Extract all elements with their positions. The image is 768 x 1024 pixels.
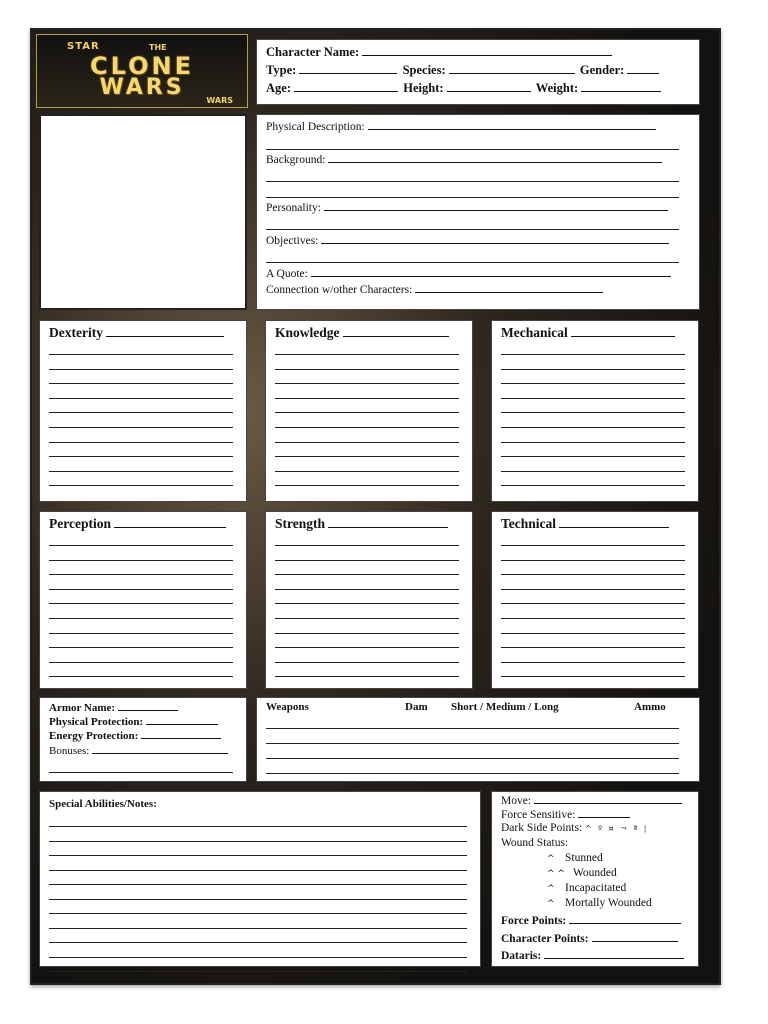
weight-label: Weight: — [535, 81, 579, 95]
move-label: Move: — [501, 795, 532, 807]
perception-line-1[interactable] — [49, 545, 233, 546]
knowledge-line-7[interactable] — [275, 442, 459, 443]
character-sheet — [30, 28, 721, 985]
technical-line-4[interactable] — [501, 589, 685, 590]
dexterity-box — [39, 320, 247, 502]
weight-field[interactable] — [581, 80, 661, 92]
perception-line-6[interactable] — [49, 618, 233, 619]
logo-the-text: THE — [149, 43, 167, 52]
mechanical-line-6[interactable] — [501, 427, 685, 428]
dataris-label: Dataris: — [501, 950, 542, 962]
special-abilities-line-2[interactable] — [49, 841, 467, 842]
perception-label: Perception — [49, 516, 111, 531]
age-label: Age: — [266, 81, 291, 95]
special-abilities-line-8[interactable] — [49, 928, 467, 929]
special-abilities-line-6[interactable] — [49, 899, 467, 900]
strength-line-6[interactable] — [275, 618, 459, 619]
dexterity-line-2[interactable] — [49, 369, 233, 370]
stunned-checkbox[interactable]: ^ — [547, 854, 555, 864]
special-abilities-line-4[interactable] — [49, 870, 467, 871]
stunned-label: Stunned — [565, 852, 603, 864]
knowledge-line-6[interactable] — [275, 427, 459, 428]
logo-line1: CLONE — [90, 52, 194, 80]
armor-box — [39, 697, 247, 782]
dexterity-line-9[interactable] — [49, 471, 233, 472]
dexterity-line-8[interactable] — [49, 456, 233, 457]
objectives-label: Objectives: — [266, 235, 319, 247]
objectives-field[interactable] — [321, 232, 669, 244]
technical-line-8[interactable] — [501, 647, 685, 648]
background-line-3[interactable] — [266, 197, 679, 198]
wounded-label: Wounded — [573, 867, 617, 879]
mechanical-line-9[interactable] — [501, 471, 685, 472]
type-label: Type: — [266, 63, 297, 77]
knowledge-line-10[interactable] — [275, 485, 459, 486]
damage-label: Dam — [405, 701, 428, 713]
technical-line-10[interactable] — [501, 676, 685, 677]
special-abilities-line-7[interactable] — [49, 913, 467, 914]
force-sensitive-label: Force Sensitive: — [501, 809, 576, 821]
dataris-field[interactable] — [544, 949, 684, 959]
dark-side-checkboxes[interactable]: ^ º ¤ ¬ ª ¦ — [585, 824, 649, 833]
knowledge-line-4[interactable] — [275, 398, 459, 399]
special-abilities-line-3[interactable] — [49, 855, 467, 856]
age-field[interactable] — [294, 80, 398, 92]
logo-wars-text: WARS — [206, 96, 233, 105]
mechanical-line-10[interactable] — [501, 485, 685, 486]
stats-box — [491, 791, 699, 967]
background-line-2[interactable] — [266, 181, 679, 182]
weapon-line-2[interactable] — [266, 743, 679, 744]
perception-line-3[interactable] — [49, 574, 233, 575]
strength-line-2[interactable] — [275, 560, 459, 561]
dark-side-points-label: Dark Side Points: — [501, 822, 583, 834]
dexterity-line-6[interactable] — [49, 427, 233, 428]
perception-line-7[interactable] — [49, 633, 233, 634]
mechanical-line-8[interactable] — [501, 456, 685, 457]
strength-line-1[interactable] — [275, 545, 459, 546]
special-abilities-line-1[interactable] — [49, 826, 467, 827]
knowledge-line-9[interactable] — [275, 471, 459, 472]
special-abilities-label: Special Abilities/Notes: — [49, 798, 157, 810]
bonuses-label: Bonuses: — [49, 745, 90, 757]
personality-line-2[interactable] — [266, 229, 679, 230]
strength-line-4[interactable] — [275, 589, 459, 590]
weapon-line-1[interactable] — [266, 728, 679, 729]
strength-label: Strength — [275, 516, 326, 531]
strength-value-field[interactable] — [328, 516, 448, 528]
perception-line-5[interactable] — [49, 603, 233, 604]
height-field[interactable] — [447, 80, 531, 92]
height-label: Height: — [403, 81, 444, 95]
dexterity-line-4[interactable] — [49, 398, 233, 399]
technical-line-5[interactable] — [501, 603, 685, 604]
wounded-checkbox[interactable]: ^ ^ — [547, 869, 565, 879]
knowledge-value-field[interactable] — [343, 325, 449, 337]
technical-line-2[interactable] — [501, 560, 685, 561]
physical-description-label: Physical Description: — [266, 121, 365, 133]
technical-line-6[interactable] — [501, 618, 685, 619]
perception-line-8[interactable] — [49, 647, 233, 648]
mechanical-line-4[interactable] — [501, 398, 685, 399]
technical-line-1[interactable] — [501, 545, 685, 546]
technical-box — [491, 511, 699, 689]
mechanical-value-field[interactable] — [571, 325, 675, 337]
species-field[interactable] — [449, 62, 575, 74]
mechanical-line-2[interactable] — [501, 369, 685, 370]
dexterity-line-10[interactable] — [49, 485, 233, 486]
character-name-label: Character Name: — [266, 45, 360, 59]
description-box — [256, 114, 700, 310]
technical-value-field[interactable] — [559, 516, 669, 528]
knowledge-box — [265, 320, 473, 502]
technical-line-3[interactable] — [501, 574, 685, 575]
physical-description-line-2[interactable] — [266, 149, 679, 150]
connection-field[interactable] — [415, 281, 603, 293]
mechanical-line-7[interactable] — [501, 442, 685, 443]
bonuses-line-2[interactable] — [49, 772, 233, 773]
physical-protection-field[interactable] — [146, 715, 218, 725]
connection-label: Connection w/other Characters: — [266, 284, 413, 296]
character-name-field[interactable] — [362, 44, 612, 56]
type-field[interactable] — [299, 62, 397, 74]
dexterity-value-field[interactable] — [106, 325, 224, 337]
knowledge-label: Knowledge — [275, 325, 340, 340]
dexterity-line-1[interactable] — [49, 354, 233, 355]
special-abilities-line-5[interactable] — [49, 884, 467, 885]
knowledge-line-1[interactable] — [275, 354, 459, 355]
knowledge-line-2[interactable] — [275, 369, 459, 370]
bonuses-field[interactable] — [92, 744, 228, 754]
armor-name-label: Armor Name: — [49, 702, 116, 714]
mechanical-line-3[interactable] — [501, 383, 685, 384]
mortally-wounded-checkbox[interactable]: ^ — [547, 899, 555, 909]
mechanical-line-5[interactable] — [501, 412, 685, 413]
strength-line-8[interactable] — [275, 647, 459, 648]
personality-label: Personality: — [266, 202, 321, 214]
logo-star-text: STAR — [67, 41, 100, 52]
strength-line-7[interactable] — [275, 633, 459, 634]
header-box — [256, 39, 700, 105]
technical-label: Technical — [501, 516, 557, 531]
special-abilities-line-11[interactable] — [49, 971, 467, 972]
special-abilities-line-10[interactable] — [49, 957, 467, 958]
strength-box — [265, 511, 473, 689]
force-sensitive-field[interactable] — [578, 808, 630, 818]
perception-line-9[interactable] — [49, 662, 233, 663]
armor-name-field[interactable] — [118, 701, 178, 711]
logo-line2: WARS — [99, 75, 185, 100]
weapons-label: Weapons — [266, 701, 309, 713]
dexterity-label: Dexterity — [49, 325, 103, 340]
background-field[interactable] — [328, 151, 662, 163]
force-points-field[interactable] — [569, 914, 681, 924]
mechanical-box — [491, 320, 699, 502]
background-label: Background: — [266, 154, 326, 166]
strength-line-5[interactable] — [275, 603, 459, 604]
physical-protection-label: Physical Protection: — [49, 716, 144, 728]
perception-value-field[interactable] — [114, 516, 226, 528]
strength-line-10[interactable] — [275, 676, 459, 677]
special-abilities-line-9[interactable] — [49, 942, 467, 943]
weapon-line-3[interactable] — [266, 758, 679, 759]
quote-label: A Quote: — [266, 268, 308, 280]
gender-field[interactable] — [627, 62, 659, 74]
wound-status-label: Wound Status: — [501, 837, 569, 849]
dexterity-line-7[interactable] — [49, 442, 233, 443]
dexterity-line-5[interactable] — [49, 412, 233, 413]
character-points-label: Character Points: — [501, 933, 589, 945]
dexterity-line-3[interactable] — [49, 383, 233, 384]
physical-description-field[interactable] — [368, 118, 656, 130]
special-abilities-box — [39, 791, 481, 967]
technical-line-7[interactable] — [501, 633, 685, 634]
energy-protection-label: Energy Protection: — [49, 730, 139, 742]
perception-box — [39, 511, 247, 689]
force-points-label: Force Points: — [501, 915, 567, 927]
mechanical-label: Mechanical — [501, 325, 568, 340]
move-field[interactable] — [534, 794, 682, 804]
personality-field[interactable] — [324, 199, 668, 211]
perception-line-2[interactable] — [49, 560, 233, 561]
gender-label: Gender: — [579, 63, 625, 77]
energy-protection-field[interactable] — [141, 729, 221, 739]
weapons-box — [256, 697, 700, 782]
strength-line-3[interactable] — [275, 574, 459, 575]
incapacitated-checkbox[interactable]: ^ — [547, 884, 555, 894]
knowledge-line-8[interactable] — [275, 456, 459, 457]
knowledge-line-3[interactable] — [275, 383, 459, 384]
range-label: Short / Medium / Long — [451, 701, 559, 713]
technical-line-9[interactable] — [501, 662, 685, 663]
weapon-line-4[interactable] — [266, 773, 679, 774]
incapacitated-label: Incapacitated — [565, 882, 627, 894]
character-points-field[interactable] — [592, 932, 678, 942]
mortally-wounded-label: Mortally Wounded — [565, 897, 652, 909]
knowledge-line-5[interactable] — [275, 412, 459, 413]
clone-wars-logo — [36, 34, 248, 108]
objectives-line-2[interactable] — [266, 262, 679, 263]
quote-field[interactable] — [311, 265, 671, 277]
species-label: Species: — [402, 63, 446, 77]
ammo-label: Ammo — [634, 701, 666, 713]
perception-line-4[interactable] — [49, 589, 233, 590]
portrait-box[interactable] — [39, 114, 247, 310]
perception-line-10[interactable] — [49, 676, 233, 677]
strength-line-9[interactable] — [275, 662, 459, 663]
mechanical-line-1[interactable] — [501, 354, 685, 355]
